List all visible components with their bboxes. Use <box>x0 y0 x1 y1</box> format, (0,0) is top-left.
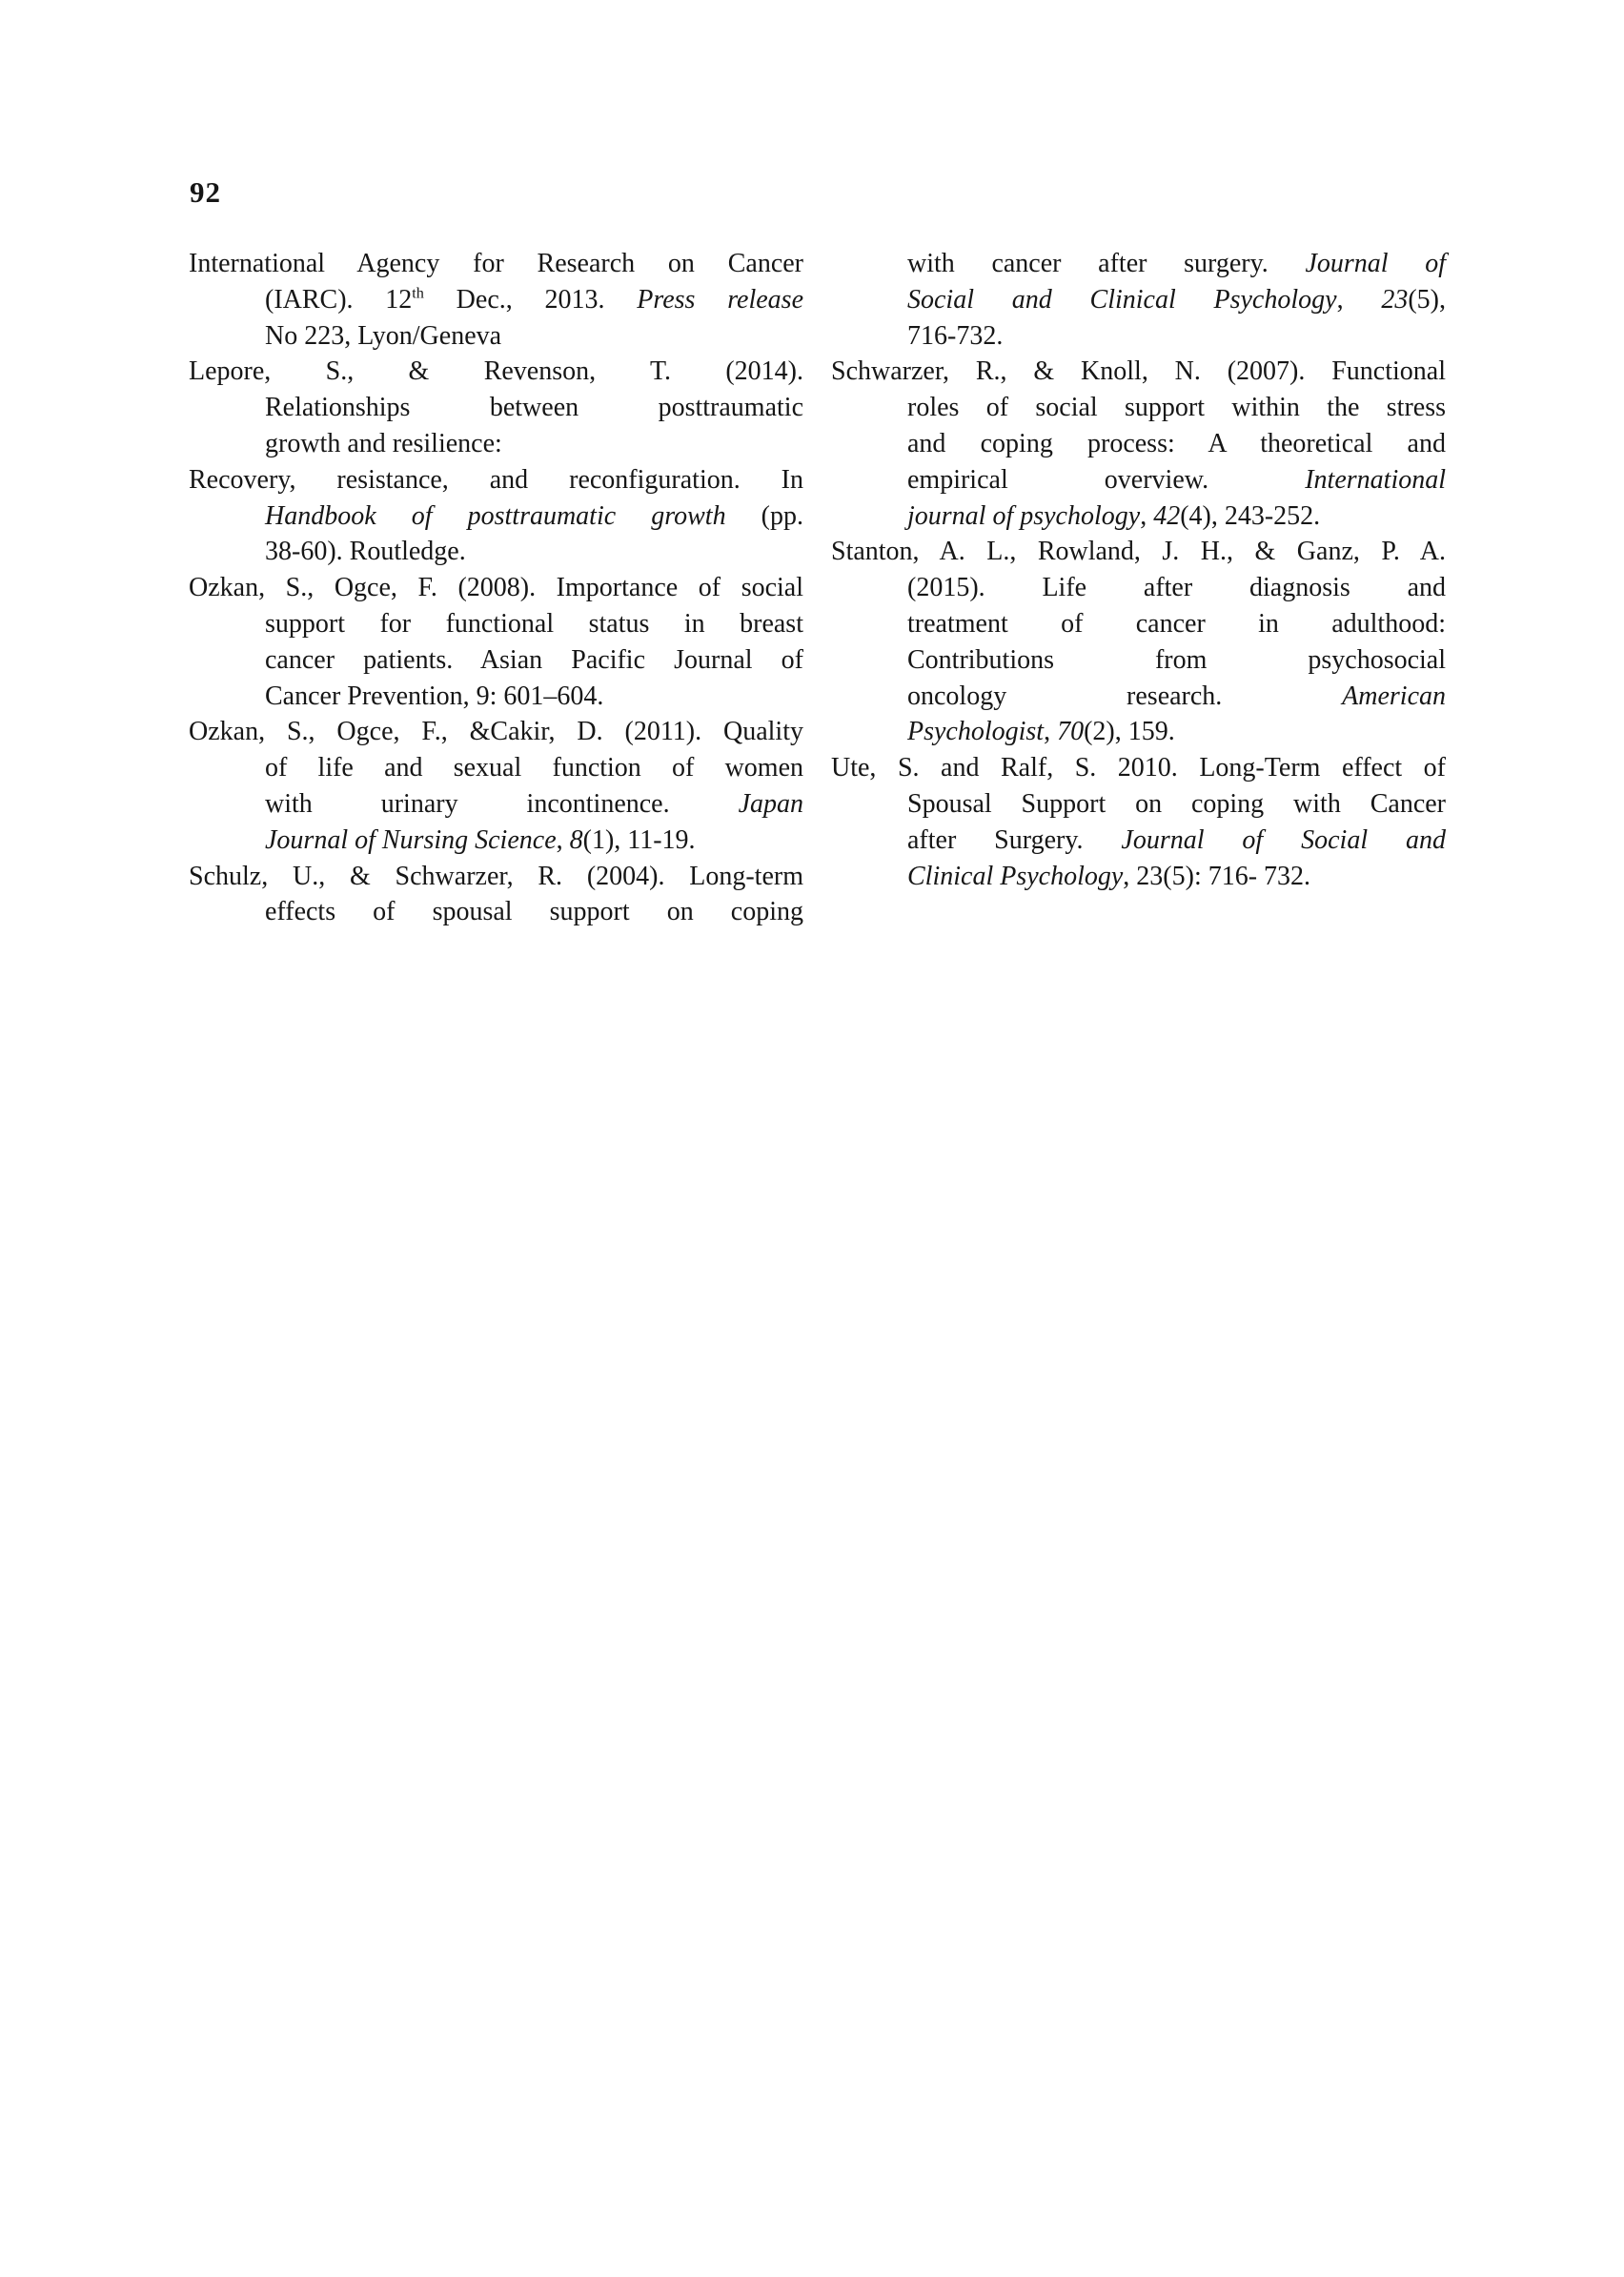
reference-line <box>189 642 803 679</box>
reference-line <box>189 714 803 750</box>
italic-text: 23 <box>1381 284 1409 315</box>
italic-text: Journal of Nursing Science <box>265 824 557 855</box>
reference-entry <box>831 750 1446 894</box>
reference-line <box>831 679 1446 715</box>
plain-text: , <box>1140 500 1154 531</box>
italic-text: 70 <box>1057 717 1085 747</box>
plain-text: Contributions from psychosocial <box>907 644 1446 675</box>
plain-text: Ozkan, S., Ogce, F. (2008). Importance of social <box>189 573 803 603</box>
reference-line <box>831 750 1446 786</box>
plain-text: support for functional status in breast <box>265 608 803 639</box>
italic-text: 42 <box>1153 500 1181 531</box>
plain-text: and coping process: A theoretical and <box>907 428 1446 458</box>
reference-entry <box>831 246 1446 354</box>
reference-line <box>831 462 1446 498</box>
reference-entry <box>831 354 1446 534</box>
italic-text: Social and Clinical Psychology <box>907 284 1337 315</box>
reference-line <box>189 750 803 786</box>
italic-text: Journal of <box>1305 249 1446 278</box>
reference-line <box>831 642 1446 679</box>
italic-text: Japan <box>738 788 803 819</box>
plain-text: (2), 159. <box>1084 717 1175 747</box>
reference-line <box>189 498 803 535</box>
italic-text: Psychologist <box>907 717 1045 747</box>
reference-line <box>831 786 1446 823</box>
plain-text: 716-732. <box>907 320 1004 351</box>
plain-text: 38-60). Routledge. <box>265 537 466 567</box>
plain-text: treatment of cancer in adulthood: <box>907 608 1446 639</box>
plain-text: Relationships between posttraumatic <box>265 393 803 423</box>
plain-text: Lepore, S., & Revenson, T. (2014). <box>189 356 803 387</box>
reference-line <box>189 894 803 930</box>
superscript-text: th <box>412 284 424 302</box>
reference-line <box>831 859 1446 895</box>
reference-line <box>189 534 803 570</box>
reference-line <box>189 246 803 282</box>
plain-text: (IARC). 12 <box>265 284 413 315</box>
reference-line <box>189 823 803 859</box>
plain-text: (pp. <box>725 500 803 531</box>
reference-line <box>831 318 1446 355</box>
reference-line <box>189 426 803 462</box>
plain-text: Ute, S. and Ralf, S. 2010. Long-Term effect of <box>831 753 1446 783</box>
reference-line <box>831 498 1446 535</box>
plain-text: growth and resilience: <box>265 428 502 458</box>
reference-line <box>831 714 1446 750</box>
reference-line <box>189 282 803 318</box>
reference-entry <box>831 534 1446 750</box>
reference-entry <box>189 462 803 570</box>
plain-text: after Surgery. <box>907 824 1122 855</box>
italic-text: Journal of Social and <box>1121 824 1447 855</box>
reference-line <box>189 606 803 642</box>
plain-text: (1), 11-19. <box>582 824 696 855</box>
plain-text: Stanton, A. L., Rowland, J. H., & Ganz, P. A. <box>831 537 1446 567</box>
references-column-right <box>831 246 1446 930</box>
page-number: 92 <box>190 175 221 209</box>
plain-text: (5), <box>1408 284 1446 315</box>
plain-text: Schulz, U., & Schwarzer, R. (2004). Long-term <box>189 861 803 891</box>
plain-text: Dec., 2013. <box>423 284 638 315</box>
plain-text: , <box>1336 284 1382 315</box>
plain-text: empirical overview. <box>907 464 1306 495</box>
reference-line <box>189 679 803 715</box>
plain-text: Spousal Support on coping with Cancer <box>907 788 1446 819</box>
plain-text: effects of spousal support on coping <box>265 897 803 927</box>
plain-text: oncology research. <box>907 681 1343 711</box>
plain-text: International Agency for Research on Cancer <box>189 249 803 278</box>
reference-line <box>831 282 1446 318</box>
plain-text: of life and sexual function of women <box>265 753 803 783</box>
reference-line <box>189 786 803 823</box>
reference-entry <box>189 354 803 461</box>
plain-text: (2015). Life after diagnosis and <box>907 573 1446 603</box>
plain-text: Cancer Prevention, 9: 601–604. <box>265 681 604 711</box>
plain-text: cancer patients. Asian Pacific Journal of <box>265 644 803 675</box>
italic-text: 8 <box>569 824 583 855</box>
plain-text: , 23(5): 716- 732. <box>1123 861 1311 891</box>
reference-entry <box>189 714 803 858</box>
plain-text: with urinary incontinence. <box>265 788 739 819</box>
reference-line <box>189 354 803 390</box>
reference-entry <box>189 570 803 714</box>
italic-text: Clinical Psychology <box>907 861 1124 891</box>
italic-text: International <box>1305 464 1446 495</box>
reference-entry <box>189 246 803 354</box>
italic-text: American <box>1342 681 1446 711</box>
reference-entry <box>189 859 803 931</box>
italic-text: Press release <box>637 284 804 315</box>
reference-line <box>189 390 803 426</box>
italic-text: journal of psychology <box>907 500 1141 531</box>
reference-line <box>189 859 803 895</box>
plain-text: , <box>556 824 570 855</box>
reference-line <box>189 318 803 355</box>
plain-text: , <box>1044 717 1058 747</box>
italic-text: Handbook of posttraumatic growth <box>265 500 726 531</box>
reference-line <box>831 426 1446 462</box>
reference-line <box>831 606 1446 642</box>
reference-line <box>831 570 1446 606</box>
plain-text: (4), 243-252. <box>1180 500 1321 531</box>
plain-text: Recovery, resistance, and reconfiguration. In <box>189 464 803 495</box>
reference-line <box>831 246 1446 282</box>
plain-text: Ozkan, S., Ogce, F., &Cakir, D. (2011). Quality <box>189 717 803 747</box>
plain-text: with cancer after surgery. <box>907 249 1306 278</box>
reference-line <box>189 462 803 498</box>
plain-text: Schwarzer, R., & Knoll, N. (2007). Functional <box>831 356 1446 387</box>
references-columns <box>189 246 1446 930</box>
reference-line <box>831 390 1446 426</box>
reference-line <box>831 534 1446 570</box>
plain-text: roles of social support within the stress <box>907 393 1446 423</box>
reference-line <box>831 354 1446 390</box>
reference-line <box>189 570 803 606</box>
plain-text: No 223, Lyon/Geneva <box>265 320 502 351</box>
reference-line <box>831 823 1446 859</box>
references-column-left <box>189 246 803 930</box>
